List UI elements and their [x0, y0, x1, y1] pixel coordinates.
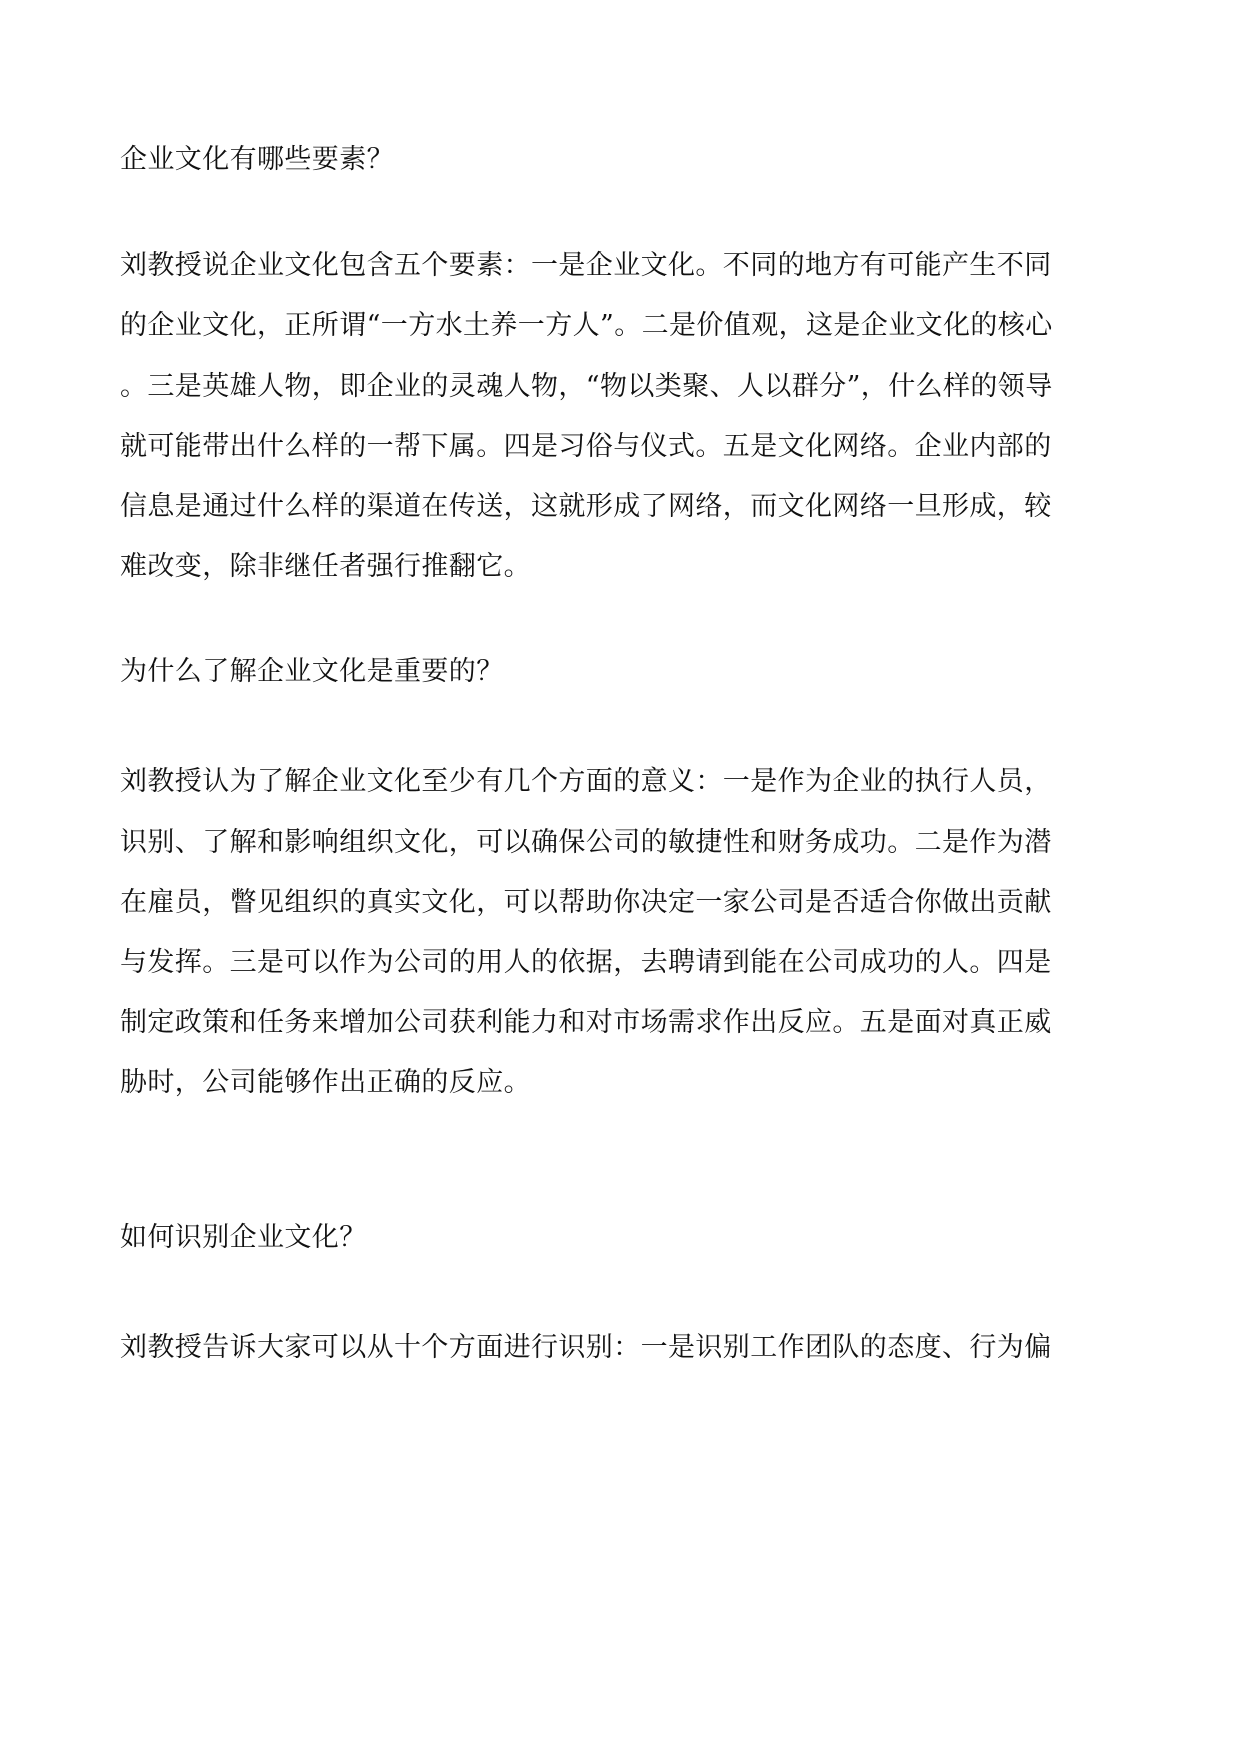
- section-heading-identify: 如何识别企业文化？: [120, 1222, 367, 1253]
- paragraph-line: 的企业文化，正所谓“一方水土养一方人”。二是价值观，这是企业文化的核心: [120, 310, 1053, 341]
- paragraph-line: 在雇员，瞥见组织的真实文化，可以帮助你决定一家公司是否适合你做出贡献: [120, 887, 1052, 918]
- paragraph-line: 难改变，除非继任者强行推翻它。: [120, 551, 531, 582]
- paragraph-line: 胁时，公司能够作出正确的反应。: [120, 1067, 531, 1098]
- paragraph-line: 识别、了解和影响组织文化，可以确保公司的敏捷性和财务成功。二是作为潜: [120, 827, 1052, 858]
- section-heading-elements: 企业文化有哪些要素？: [120, 144, 394, 175]
- paragraph-line: 制定政策和任务来增加公司获利能力和对市场需求作出反应。五是面对真正威: [120, 1007, 1052, 1038]
- section-heading-importance: 为什么了解企业文化是重要的？: [120, 656, 504, 687]
- paragraph-line: 刘教授说企业文化包含五个要素：一是企业文化。不同的地方有可能产生不同: [120, 250, 1052, 281]
- paragraph-line: 信息是通过什么样的渠道在传送，这就形成了网络，而文化网络一旦形成，较: [120, 491, 1052, 522]
- paragraph-line: 刘教授认为了解企业文化至少有几个方面的意义：一是作为企业的执行人员，: [120, 766, 1052, 797]
- paragraph-line: 就可能带出什么样的一帮下属。四是习俗与仪式。五是文化网络。企业内部的: [120, 431, 1052, 462]
- paragraph-line: 与发挥。三是可以作为公司的用人的依据，去聘请到能在公司成功的人。四是: [120, 947, 1052, 978]
- paragraph-line: 刘教授告诉大家可以从十个方面进行识别：一是识别工作团队的态度、行为偏: [120, 1332, 1052, 1363]
- paragraph-line: 。三是英雄人物，即企业的灵魂人物，“物以类聚、人以群分”，什么样的领导: [120, 371, 1053, 402]
